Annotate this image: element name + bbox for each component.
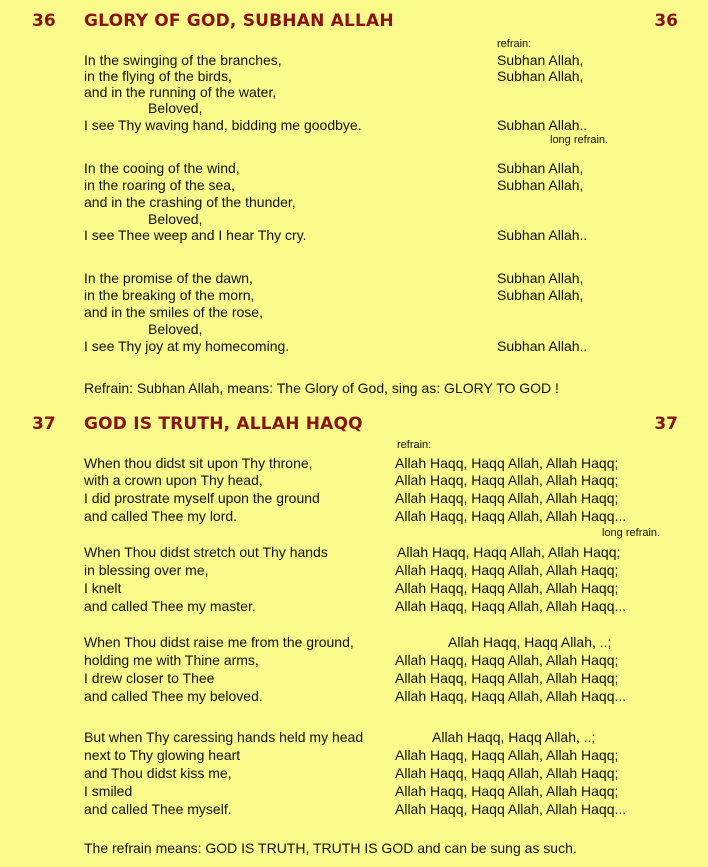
verse-line: I see Thee weep and I hear Thy cry. [84,227,307,243]
verse-line: When Thou didst stretch out Thy hands [84,544,328,560]
verse-line: and called Thee my master. [84,598,256,614]
refrain-meaning-note: The refrain means: GOD IS TRUTH, TRUTH IS GOD and can be sung as such. [84,840,577,856]
refrain-meaning-note: Refrain: Subhan Allah, means: The Glory of God, sing as: GLORY TO GOD ! [84,380,559,396]
refrain-label: refrain: [497,38,532,50]
verse-line: and called Thee my lord. [84,508,238,524]
hymn-title: GOD IS TRUTH, ALLAH HAQQ [84,414,363,434]
verse-line: In the promise of the dawn, [84,270,253,286]
refrain-line: Allah Haqq, Haqq Allah, ..; [432,729,596,745]
refrain-line: Subhan Allah, [497,52,584,68]
refrain-label: refrain: [397,439,432,451]
refrain-line: Subhan Allah, [497,177,584,193]
refrain-line: Allah Haqq, Haqq Allah, Allah Haqq... [395,688,627,704]
verse-line: and in the smiles of the rose, [84,304,263,320]
verse-line: In the cooing of the wind, [84,160,240,176]
verse-line: Beloved, [148,100,203,116]
verse-line: Beloved, [148,211,203,227]
refrain-line: Allah Haqq, Haqq Allah, Allah Haqq; [397,544,621,560]
hymn-36-heading [0,9,708,33]
refrain-line: Allah Haqq, Haqq Allah, Allah Haqq; [395,472,619,488]
refrain-line: Allah Haqq, Haqq Allah, Allah Haqq... [395,508,627,524]
refrain-line: Allah Haqq, Haqq Allah, ..; [448,634,612,650]
verse-line: and Thou didst kiss me, [84,765,232,781]
refrain-line: Subhan Allah, [497,287,584,303]
refrain-line: Allah Haqq, Haqq Allah, Allah Haqq; [395,490,619,506]
refrain-line: Allah Haqq, Haqq Allah, Allah Haqq; [395,747,619,763]
verse-line: with a crown upon Thy head, [84,472,263,488]
verse-line: I did prostrate myself upon the ground [84,490,320,506]
refrain-line: Subhan Allah.. [497,227,588,243]
refrain-line: Allah Haqq, Haqq Allah, Allah Haqq; [395,670,619,686]
hymn-number: 36 [32,11,56,31]
refrain-line: Subhan Allah.. [497,117,588,133]
verse-line: and called Thee myself. [84,801,232,817]
verse-line: But when Thy caressing hands held my head [84,729,364,745]
refrain-line: Allah Haqq, Haqq Allah, Allah Haqq; [395,652,619,668]
refrain-line: Subhan Allah, [497,68,584,84]
refrain-line: Allah Haqq, Haqq Allah, Allah Haqq; [395,580,619,596]
verse-line: In the swinging of the branches, [84,52,282,68]
refrain-line: Allah Haqq, Haqq Allah, Allah Haqq... [395,801,627,817]
verse-line: I see Thy joy at my homecoming. [84,338,290,354]
refrain-line: Allah Haqq, Haqq Allah, Allah Haqq; [395,562,619,578]
verse-line: When Thou didst raise me from the ground, [84,634,354,650]
verse-line: holding me with Thine arms, [84,652,259,668]
verse-line: and called Thee my beloved. [84,688,263,704]
verse-line: I drew closer to Thee [84,670,215,686]
refrain-line: Subhan Allah, [497,160,584,176]
long-refrain-label: long refrain. [550,134,609,146]
refrain-line: Allah Haqq, Haqq Allah, Allah Haqq... [395,598,627,614]
hymn-number-right: 37 [654,414,678,434]
verse-line: I knelt [84,580,122,596]
hymn-title: GLORY OF GOD, SUBHAN ALLAH [84,11,394,31]
hymn-number-right: 36 [654,11,678,31]
verse-line: next to Thy glowing heart [84,747,241,763]
verse-line: in blessing over me, [84,562,209,578]
verse-line: Beloved, [148,321,203,337]
refrain-line: Allah Haqq, Haqq Allah, Allah Haqq; [395,783,619,799]
verse-line: and in the running of the water, [84,84,277,100]
verse-line: When thou didst sit upon Thy throne, [84,455,313,471]
verse-line: I smiled [84,783,133,799]
verse-line: in the roaring of the sea, [84,177,235,193]
hymn-number: 37 [32,414,56,434]
verse-line: I see Thy waving hand, bidding me goodbye. [84,117,362,133]
hymn-37-heading [0,412,708,436]
refrain-line: Allah Haqq, Haqq Allah, Allah Haqq; [395,455,619,471]
verse-line: in the flying of the birds, [84,68,232,84]
verse-line: in the breaking of the morn, [84,287,255,303]
refrain-line: Allah Haqq, Haqq Allah, Allah Haqq; [395,765,619,781]
refrain-line: Subhan Allah.. [497,338,588,354]
long-refrain-label: long refrain. [602,527,661,539]
refrain-line: Subhan Allah, [497,270,584,286]
verse-line: and in the crashing of the thunder, [84,194,296,210]
